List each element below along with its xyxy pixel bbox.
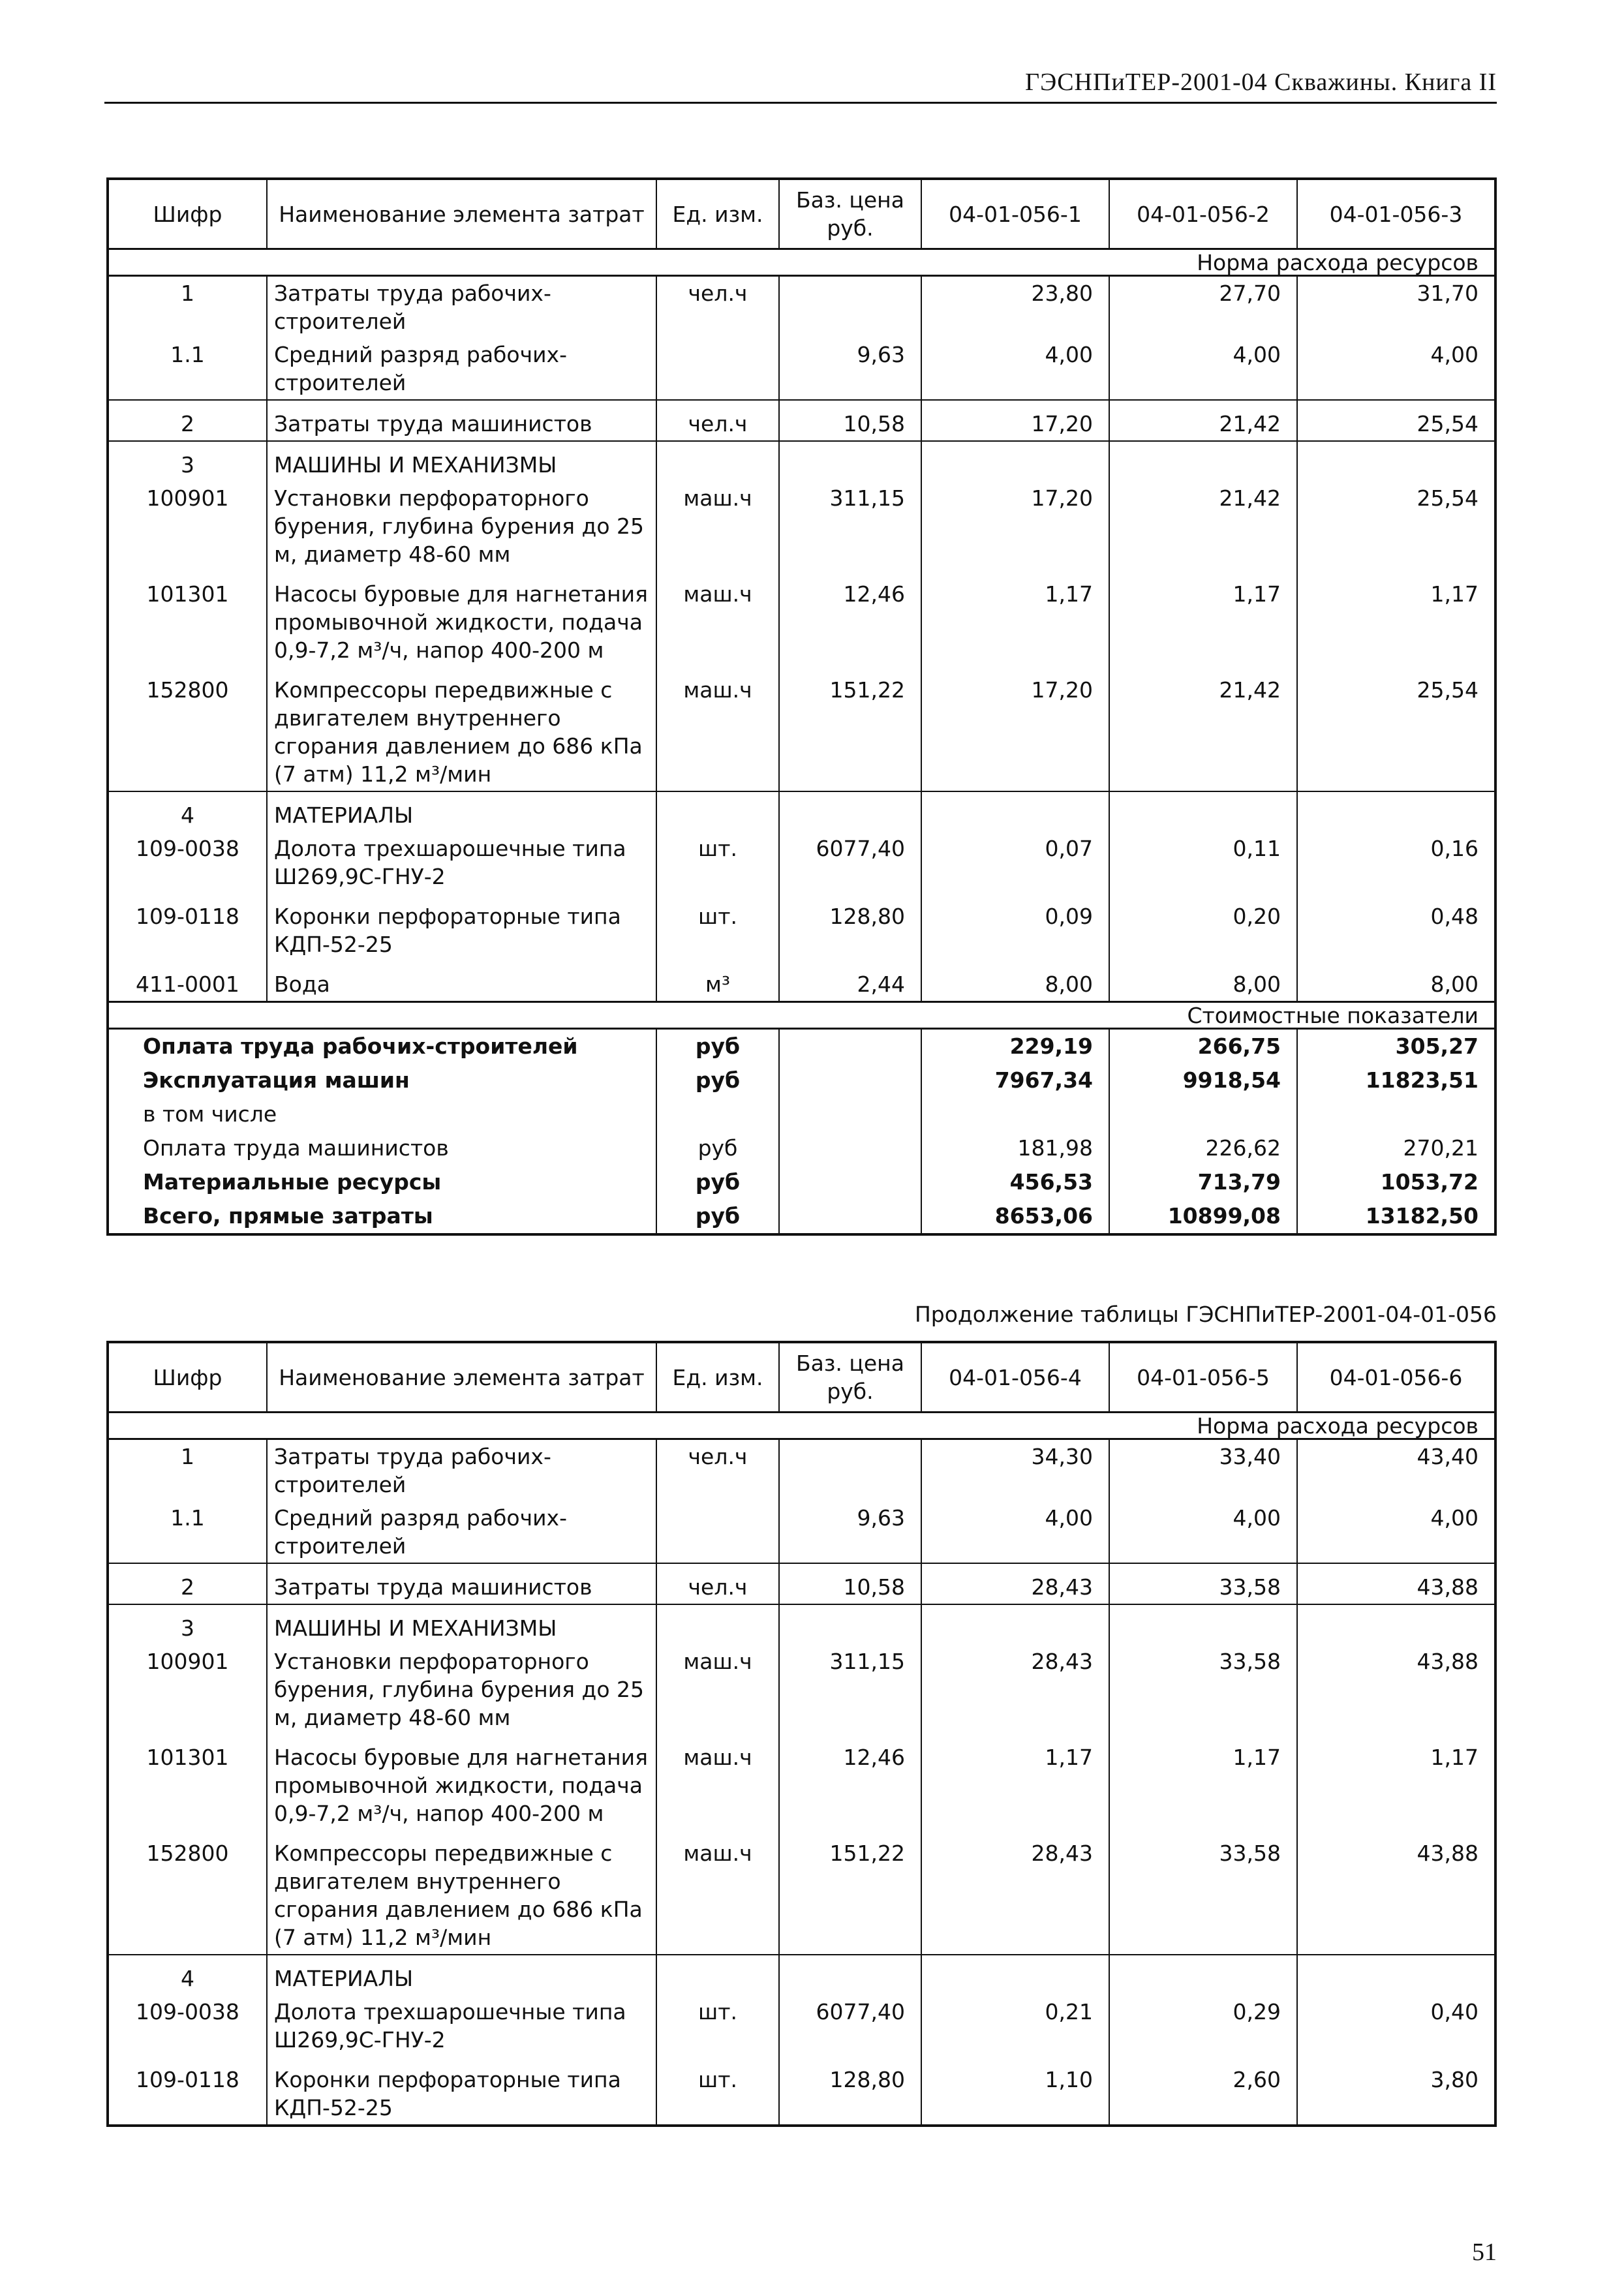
section-title: МАШИНЫ И МЕХАНИЗМЫ	[267, 441, 656, 481]
row-value-2: 21,42	[1109, 400, 1297, 441]
table-row	[108, 1734, 1495, 1830]
row-code: 1	[108, 276, 267, 339]
col-header-norm-5: 04-01-056-5	[1109, 1342, 1297, 1413]
table-row	[108, 1830, 1495, 1955]
row-value-2: 4,00	[1109, 1501, 1297, 1563]
row-name: Установки перфораторного бурения, глубина бурения до 25 м, диаметр 48-60 мм	[267, 481, 656, 571]
table-header-row	[108, 179, 1495, 249]
row-value-1: 28,43	[921, 1645, 1109, 1734]
row-name: Компрессоры передвижные с двигателем внутреннего сгорания давлением до 686 кПа (7 атм) 11,2 м³/мин	[267, 1830, 656, 1955]
row-unit: чел.ч	[656, 276, 779, 339]
col-header-norm-1: 04-01-056-1	[921, 179, 1109, 249]
summary-value-2: 266,75	[1109, 1029, 1297, 1064]
summary-value-2: 713,79	[1109, 1165, 1297, 1199]
table-row	[108, 1501, 1495, 1563]
col-header-norm-4: 04-01-056-4	[921, 1342, 1109, 1413]
summary-value-3: 1053,72	[1297, 1165, 1495, 1199]
section-row-machines	[108, 441, 1495, 481]
summary-row	[108, 1131, 1495, 1165]
table-row	[108, 1439, 1495, 1502]
row-value-2: 33,58	[1109, 1830, 1297, 1955]
row-name: Затраты труда рабочих-строителей	[267, 1439, 656, 1502]
row-value-3: 31,70	[1297, 276, 1495, 339]
row-value-2: 33,40	[1109, 1439, 1297, 1502]
section-code: 4	[108, 1955, 267, 1995]
summary-name: Материальные ресурсы	[108, 1165, 656, 1199]
summary-value-2: 226,62	[1109, 1131, 1297, 1165]
row-value-3: 43,88	[1297, 1645, 1495, 1734]
row-value-1: 0,09	[921, 893, 1109, 961]
row-code: 101301	[108, 1734, 267, 1830]
summary-row	[108, 1199, 1495, 1234]
summary-value-2: 10899,08	[1109, 1199, 1297, 1234]
col-header-unit: Ед. изм.	[656, 1342, 779, 1413]
summary-row	[108, 1165, 1495, 1199]
row-price: 311,15	[779, 1645, 921, 1734]
row-code: 101301	[108, 571, 267, 667]
row-value-3: 0,48	[1297, 893, 1495, 961]
row-value-2: 8,00	[1109, 961, 1297, 1002]
row-code: 100901	[108, 481, 267, 571]
row-value-3: 1,17	[1297, 571, 1495, 667]
row-value-1: 28,43	[921, 1830, 1109, 1955]
table-row	[108, 1563, 1495, 1604]
row-unit: чел.ч	[656, 1563, 779, 1604]
summary-value-1: 181,98	[921, 1131, 1109, 1165]
section-code: 3	[108, 441, 267, 481]
section-code: 4	[108, 791, 267, 832]
resource-table-2	[106, 1341, 1497, 2127]
summary-unit: руб	[656, 1029, 779, 1064]
summary-value-2: 9918,54	[1109, 1063, 1297, 1097]
row-code: 152800	[108, 667, 267, 791]
col-header-code: Шифр	[108, 179, 267, 249]
col-header-code: Шифр	[108, 1342, 267, 1413]
norm-band-row	[108, 1413, 1495, 1439]
summary-unit: руб	[656, 1131, 779, 1165]
row-value-1: 34,30	[921, 1439, 1109, 1502]
col-header-unit: Ед. изм.	[656, 179, 779, 249]
row-unit: чел.ч	[656, 1439, 779, 1502]
row-price: 9,63	[779, 1501, 921, 1563]
summary-unit: руб	[656, 1199, 779, 1234]
row-value-2: 2,60	[1109, 2056, 1297, 2126]
row-value-1: 1,10	[921, 2056, 1109, 2126]
row-value-3: 43,88	[1297, 1830, 1495, 1955]
row-value-3: 4,00	[1297, 1501, 1495, 1563]
col-header-name: Наименование элемента затрат	[267, 179, 656, 249]
row-price: 151,22	[779, 1830, 921, 1955]
row-unit: шт.	[656, 893, 779, 961]
row-value-3: 1,17	[1297, 1734, 1495, 1830]
summary-unit: руб	[656, 1063, 779, 1097]
summary-value-3: 11823,51	[1297, 1063, 1495, 1097]
row-code: 109-0118	[108, 893, 267, 961]
col-header-price: Баз. цена руб.	[779, 179, 921, 249]
row-value-1: 4,00	[921, 338, 1109, 400]
row-price: 10,58	[779, 400, 921, 441]
table-row	[108, 481, 1495, 571]
row-value-3: 25,54	[1297, 667, 1495, 791]
row-value-1: 4,00	[921, 1501, 1109, 1563]
row-value-2: 33,58	[1109, 1645, 1297, 1734]
row-value-2: 21,42	[1109, 481, 1297, 571]
row-value-2: 27,70	[1109, 276, 1297, 339]
table-row	[108, 667, 1495, 791]
row-code: 2	[108, 1563, 267, 1604]
summary-value-1: 7967,34	[921, 1063, 1109, 1097]
summary-row	[108, 1063, 1495, 1097]
table-row	[108, 1645, 1495, 1734]
row-price: 6077,40	[779, 832, 921, 893]
row-code: 109-0118	[108, 2056, 267, 2126]
row-unit: маш.ч	[656, 1734, 779, 1830]
summary-value-3: 305,27	[1297, 1029, 1495, 1064]
table-row	[108, 893, 1495, 961]
summary-value-3: 13182,50	[1297, 1199, 1495, 1234]
row-value-2: 33,58	[1109, 1563, 1297, 1604]
row-code: 1.1	[108, 338, 267, 400]
summary-name: Оплата труда машинистов	[108, 1131, 656, 1165]
row-code: 152800	[108, 1830, 267, 1955]
row-name: Насосы буровые для нагнетания промывочной жидкости, подача 0,9-7,2 м³/ч, напор 400-200 м	[267, 571, 656, 667]
summary-value-1: 8653,06	[921, 1199, 1109, 1234]
row-name: Затраты труда рабочих-строителей	[267, 276, 656, 339]
row-name: Вода	[267, 961, 656, 1002]
row-unit: маш.ч	[656, 481, 779, 571]
summary-name: в том числе	[108, 1097, 656, 1131]
table-row	[108, 1995, 1495, 2056]
row-value-1: 8,00	[921, 961, 1109, 1002]
row-value-3: 0,40	[1297, 1995, 1495, 2056]
norm-band-label: Норма расхода ресурсов	[108, 249, 1495, 276]
row-value-1: 17,20	[921, 400, 1109, 441]
row-unit: шт.	[656, 2056, 779, 2126]
running-title: ГЭСНПиТЕР-2001-04 Скважины. Книга II	[1025, 69, 1497, 96]
row-name: Средний разряд рабочих-строителей	[267, 338, 656, 400]
row-code: 100901	[108, 1645, 267, 1734]
row-value-1: 28,43	[921, 1563, 1109, 1604]
row-name: Долота трехшарошечные типа Ш269,9С-ГНУ-2	[267, 832, 656, 893]
section-title: МАТЕРИАЛЫ	[267, 791, 656, 832]
row-value-2: 0,11	[1109, 832, 1297, 893]
row-value-3: 3,80	[1297, 2056, 1495, 2126]
row-unit	[656, 338, 779, 400]
row-value-2: 4,00	[1109, 338, 1297, 400]
row-name: Затраты труда машинистов	[267, 400, 656, 441]
section-title: МАШИНЫ И МЕХАНИЗМЫ	[267, 1604, 656, 1645]
row-value-1: 0,07	[921, 832, 1109, 893]
row-value-3: 25,54	[1297, 481, 1495, 571]
section-row-machines	[108, 1604, 1495, 1645]
section-row-materials	[108, 791, 1495, 832]
row-value-1: 23,80	[921, 276, 1109, 339]
summary-unit: руб	[656, 1165, 779, 1199]
row-value-1: 0,21	[921, 1995, 1109, 2056]
row-unit	[656, 1501, 779, 1563]
row-code: 1	[108, 1439, 267, 1502]
row-value-3: 4,00	[1297, 338, 1495, 400]
table-header-row	[108, 1342, 1495, 1413]
row-code: 109-0038	[108, 1995, 267, 2056]
row-value-3: 43,40	[1297, 1439, 1495, 1502]
row-unit: маш.ч	[656, 1645, 779, 1734]
row-value-3: 25,54	[1297, 400, 1495, 441]
row-name: Установки перфораторного бурения, глубина бурения до 25 м, диаметр 48-60 мм	[267, 1645, 656, 1734]
table-row	[108, 961, 1495, 1002]
row-name: Коронки перфораторные типа КДП-52-25	[267, 2056, 656, 2126]
row-price: 10,58	[779, 1563, 921, 1604]
table-row	[108, 571, 1495, 667]
row-code: 411-0001	[108, 961, 267, 1002]
row-name: Затраты труда машинистов	[267, 1563, 656, 1604]
row-price: 2,44	[779, 961, 921, 1002]
row-unit: маш.ч	[656, 1830, 779, 1955]
row-value-2: 1,17	[1109, 1734, 1297, 1830]
row-price	[779, 1439, 921, 1502]
row-price: 12,46	[779, 1734, 921, 1830]
col-header-norm-6: 04-01-056-6	[1297, 1342, 1495, 1413]
row-price	[779, 276, 921, 339]
row-value-1: 1,17	[921, 1734, 1109, 1830]
row-name: Долота трехшарошечные типа Ш269,9С-ГНУ-2	[267, 1995, 656, 2056]
row-value-1: 17,20	[921, 667, 1109, 791]
row-value-2: 21,42	[1109, 667, 1297, 791]
summary-value-1: 229,19	[921, 1029, 1109, 1064]
col-header-name: Наименование элемента затрат	[267, 1342, 656, 1413]
row-price: 6077,40	[779, 1995, 921, 2056]
section-row-materials	[108, 1955, 1495, 1995]
continuation-caption: Продолжение таблицы ГЭСНПиТЕР-2001-04-01-056	[914, 1302, 1497, 1327]
row-name: Коронки перфораторные типа КДП-52-25	[267, 893, 656, 961]
row-price: 311,15	[779, 481, 921, 571]
header-rule	[104, 102, 1497, 104]
row-price: 151,22	[779, 667, 921, 791]
norm-band-row	[108, 249, 1495, 276]
row-value-1: 17,20	[921, 481, 1109, 571]
row-code: 2	[108, 400, 267, 441]
section-code: 3	[108, 1604, 267, 1645]
norm-band-label: Норма расхода ресурсов	[108, 1413, 1495, 1439]
row-value-3: 43,88	[1297, 1563, 1495, 1604]
row-value-3: 0,16	[1297, 832, 1495, 893]
summary-name: Эксплуатация машин	[108, 1063, 656, 1097]
row-price: 128,80	[779, 893, 921, 961]
section-title: МАТЕРИАЛЫ	[267, 1955, 656, 1995]
row-value-1: 1,17	[921, 571, 1109, 667]
table-row	[108, 2056, 1495, 2126]
row-unit: шт.	[656, 832, 779, 893]
cost-band-row	[108, 1002, 1495, 1029]
row-value-2: 1,17	[1109, 571, 1297, 667]
summary-name: Всего, прямые затраты	[108, 1199, 656, 1234]
row-unit: шт.	[656, 1995, 779, 2056]
summary-value-1: 456,53	[921, 1165, 1109, 1199]
row-code: 1.1	[108, 1501, 267, 1563]
table-row	[108, 400, 1495, 441]
row-price: 12,46	[779, 571, 921, 667]
cost-band-label: Стоимостные показатели	[108, 1002, 1495, 1029]
summary-name: Оплата труда рабочих-строителей	[108, 1029, 656, 1064]
page-number: 51	[1472, 2239, 1497, 2266]
row-price: 9,63	[779, 338, 921, 400]
row-unit: маш.ч	[656, 571, 779, 667]
row-value-2: 0,29	[1109, 1995, 1297, 2056]
row-unit: чел.ч	[656, 400, 779, 441]
table-row	[108, 276, 1495, 339]
row-value-2: 0,20	[1109, 893, 1297, 961]
row-value-3: 8,00	[1297, 961, 1495, 1002]
row-name: Компрессоры передвижные с двигателем внутреннего сгорания давлением до 686 кПа (7 атм) 11,2 м³/мин	[267, 667, 656, 791]
row-name: Средний разряд рабочих-строителей	[267, 1501, 656, 1563]
summary-row	[108, 1097, 1495, 1131]
resource-table-1	[106, 177, 1497, 1236]
row-unit: маш.ч	[656, 667, 779, 791]
row-price: 128,80	[779, 2056, 921, 2126]
col-header-norm-2: 04-01-056-2	[1109, 179, 1297, 249]
summary-row	[108, 1029, 1495, 1064]
summary-value-3: 270,21	[1297, 1131, 1495, 1165]
row-name: Насосы буровые для нагнетания промывочной жидкости, подача 0,9-7,2 м³/ч, напор 400-200 м	[267, 1734, 656, 1830]
table-row	[108, 338, 1495, 400]
col-header-norm-3: 04-01-056-3	[1297, 179, 1495, 249]
row-code: 109-0038	[108, 832, 267, 893]
row-unit: м³	[656, 961, 779, 1002]
col-header-price: Баз. цена руб.	[779, 1342, 921, 1413]
table-row	[108, 832, 1495, 893]
